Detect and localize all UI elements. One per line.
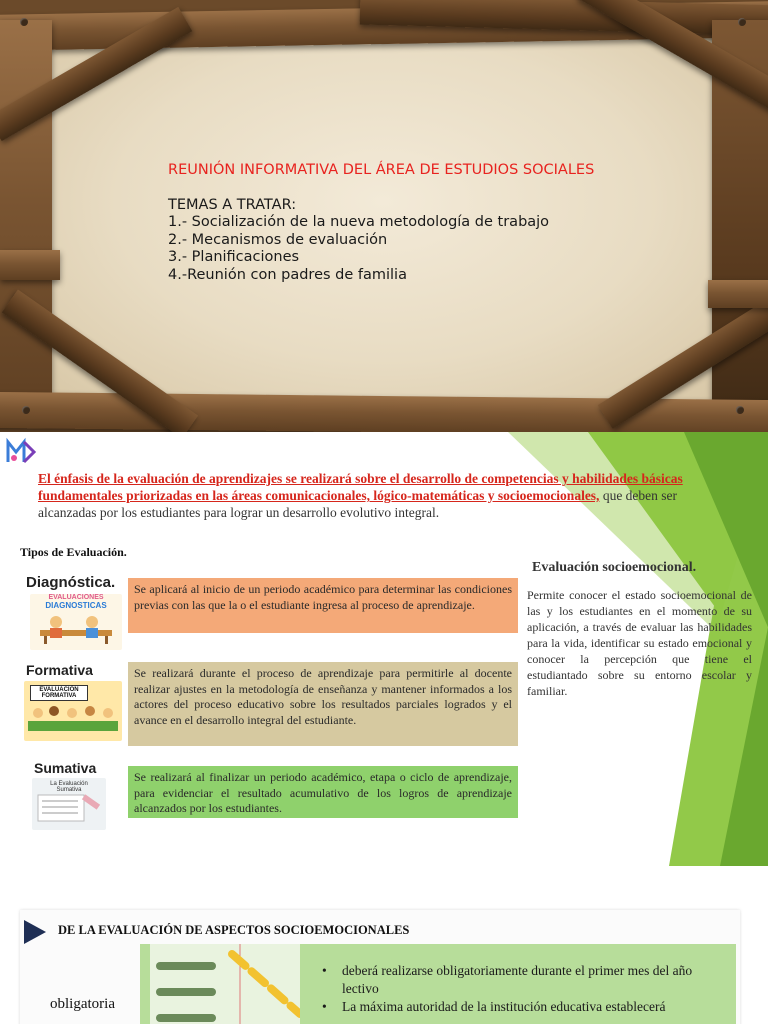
nail-icon (736, 406, 744, 414)
list-item (322, 998, 714, 1016)
meeting-title: REUNIÓN INFORMATIVA DEL ÁREA DE ESTUDIOS SOCIALES (168, 162, 595, 178)
nail-icon (738, 18, 746, 26)
pencil-stroke-icon (150, 944, 300, 1024)
slide-evaluation-types (0, 432, 768, 866)
formativa-sign (30, 685, 88, 701)
intro-text: que deben ser alcanzadas por los estudiantes para lograr un desarrollo evolutivo integral. (38, 488, 678, 520)
type-label-sumativa: Sumativa (34, 760, 97, 776)
diagnostica-caption: DIAGNOSTICAS (45, 601, 107, 610)
bullet-text: La máxima autoridad de la institución educativa establecerá (342, 999, 666, 1014)
evaluation-intro (38, 470, 738, 521)
bullet-icon: • (322, 963, 327, 978)
diagnostica-illustration (30, 594, 122, 650)
wood-plank-right-piece (708, 280, 768, 308)
sumativa-caption: La Evaluación (50, 781, 88, 787)
institution-logo-icon (4, 436, 38, 466)
agenda-text (168, 162, 594, 284)
intro-highlight: El énfasis de la evaluación de aprendizajes se realizará sobre el desarrollo de competencias y habilidades básicas fundamentales priorizadas en las áreas comunicacionales, lógico-matemáticas y socioemocionales, (38, 471, 683, 503)
bullet-icon: • (322, 999, 327, 1014)
wood-plank-left (0, 20, 52, 420)
exam-sheet-icon (32, 793, 106, 823)
agenda-item: 3.- Planificaciones (168, 249, 300, 265)
nail-icon (20, 18, 28, 26)
types-heading: Tipos de Evaluación. (20, 545, 127, 559)
socioemotional-description: Permite conocer el estado socioemocional de las y los estudiantes en el momento de su aplicación, a través de evaluar las habilidades para la vida, identificar su estado emocional y conocer la percepción que tiene el estudiantado sobre su entorno escolar y familiar. (527, 588, 752, 698)
slide-meeting-agenda (0, 0, 768, 432)
bullet-list (322, 962, 714, 1016)
wood-plank-left-piece (0, 250, 60, 280)
sumativa-caption: Sumativa (56, 787, 82, 793)
agenda-item: 1.- Socialización de la nueva metodología de trabajo (168, 214, 550, 230)
type-label-formativa: Formativa (26, 662, 93, 678)
section-heading: DE LA EVALUACIÓN DE ASPECTOS SOCIOEMOCIONALES (58, 923, 410, 937)
arrow-icon (24, 920, 46, 944)
socioemotional-title: Evaluación socioemocional. (532, 560, 697, 575)
students-icon (30, 610, 122, 644)
formativa-description: Se realizará durante el proceso de aprendizaje para permitirle al docente realizar ajustes en la metodología de enseñanza y mantener informados a los actores del proceso educativo sobre los resultados parciales logrados y el avance en el desarrollo integral del estudiante. (128, 662, 518, 746)
sumativa-description: Se realizará al finalizar un periodo académico, etapa o ciclo de aprendizaje, para evidenciar el resultado acumulativo de los logros de aprendizaje alcanzados por los estudiantes. (128, 766, 518, 818)
notebook-illustration (150, 944, 300, 1024)
diagnostica-description: Se aplicará al inicio de un periodo académico para determinar las condiciones previas con las que la o el estudiante ingresa al proceso de aprendizaje. (128, 578, 518, 633)
classroom-icon (24, 701, 122, 735)
bullet-text: deberá realizarse obligatoriamente durante el primer mes del año lectivo (342, 963, 693, 996)
formativa-caption: EVALUACIÓN (39, 687, 79, 693)
diagnostica-caption: EVALUACIONES (48, 594, 104, 601)
formativa-illustration (24, 681, 122, 741)
agenda-item: 2.- Mecanismos de evaluación (168, 231, 388, 248)
formativa-caption: FORMATIVA (41, 693, 77, 699)
obligatory-label: obligatoria (50, 996, 115, 1012)
slide-socioemotional-aspects (0, 866, 768, 1024)
nail-icon (22, 406, 30, 414)
sumativa-illustration (32, 778, 106, 830)
type-label-diagnostica: Diagnóstica. (26, 574, 116, 591)
agenda-subtitle: TEMAS A TRATAR: (168, 196, 297, 213)
list-item (322, 962, 714, 998)
agenda-item: 4.-Reunión con padres de familia (168, 266, 407, 283)
